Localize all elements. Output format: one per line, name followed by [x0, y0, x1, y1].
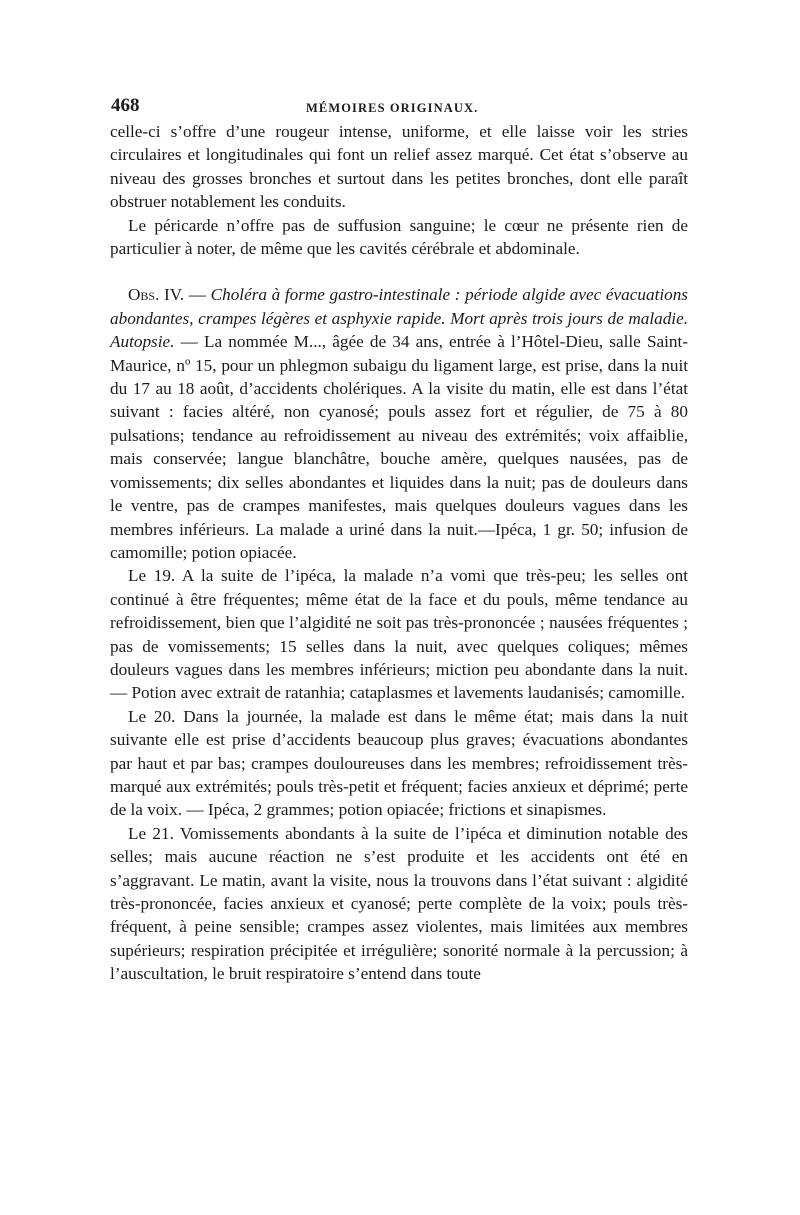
page [110, 94, 688, 986]
observation-iv [110, 283, 688, 564]
paragraph-continuation: celle-ci s’offre d’une rougeur intense, uniforme, et elle laisse voir les stries circulaires et longitudinales qui font un relief assez marqué. Cet état s’observe au niveau des grosses bronches et surtout dans les petites bronches, dont elle paraît obstruer notablement les conduits. [110, 122, 688, 212]
observation-title: Choléra à forme gastro-intestinale : période algide avec évacuations abondantes, crampes légères et asphyxie rapide. Mort après trois jours de maladie. Autopsie. [110, 285, 689, 352]
page-number: 468 [111, 95, 140, 116]
paragraph-le-20: Le 20. Dans la journée, la malade est dans le même état; mais dans la nuit suivante elle est prise d’accidents beaucoup plus graves; évacuations abondantes par haut et par bas; crampes douloureuses dans les membres; refroidissement très-marqué aux extrémités; pouls très-petit et fréquent; facies anxieux et déprimé; perte de la voix. — Ipéca, 2 grammes; potion opiacée; frictions et sinapismes. [110, 706, 688, 820]
observation-dash: — [184, 285, 211, 305]
observation-label: Obs. IV. [128, 285, 185, 305]
observation-body: — La nommée M..., âgée de 34 ans, entrée à l’Hôtel-Dieu, salle Saint-Maurice, nº 15, pour un phlegmon subaigu du ligament large, est prise, dans la nuit du 17 au 18 août, d’accidents cholériques. A la visite du matin, elle est dans l’état suivant : facies altéré, non cyanosé; pouls assez fort et régulier, de 75 à 80 pulsations; tendance au refroidissement au niveau des extrémités; voix affaiblie, mais conservée; langue blanchâtre, bouche amère, quelques nausées, pas de vomissements; dix selles abondantes et liquides dans la nuit; pas de douleurs dans le ventre, pas de crampes manifestes, mais quelques douleurs vagues dans les membres inférieurs. La malade a uriné dans la nuit.—Ipéca, 1 gr. 50; infusion de camomille; potion opiacée. [110, 332, 688, 562]
paragraph-le-19: Le 19. A la suite de l’ipéca, la malade n’a vomi que très-peu; les selles ont continué à être fréquentes; même état de la face et du pouls, même tendance au refroidissement, bien que l’algidité ne soit pas très-prononcée ; nausées fréquentes ; pas de vomissements; 15 selles dans la nuit, avec quelques coliques; mêmes douleurs vagues dans les membres inférieurs; miction peu abondante dans la nuit. — Potion avec extrait de ratanhia; cataplasmes et lavements laudanisés; camomille. [110, 566, 688, 703]
paragraph-pericarde: Le péricarde n’offre pas de suffusion sanguine; le cœur ne présente rien de particulier à noter, de même que les cavités cérébrale et abdominale. [110, 215, 688, 259]
paragraph-le-21: Le 21. Vomissements abondants à la suite de l’ipéca et diminution notable des selles; mais aucune réaction ne s’est produite et les accidents ont été en s’aggravant. Le matin, avant la visite, nous la trouvons dans l’état suivant : algidité très-prononcée, facies anxieux et cyanosé; perte complète de la voix; pouls très-fréquent, à peine sensible; crampes assez violentes, mais limitées aux membres supérieurs; respiration précipitée et irrégulière; sonorité normale à la percussion; à l’auscultation, le bruit respiratoire s’entend dans toute [110, 823, 688, 984]
running-head [110, 94, 688, 120]
running-title: MÉMOIRES ORIGINAUX. [306, 101, 479, 115]
